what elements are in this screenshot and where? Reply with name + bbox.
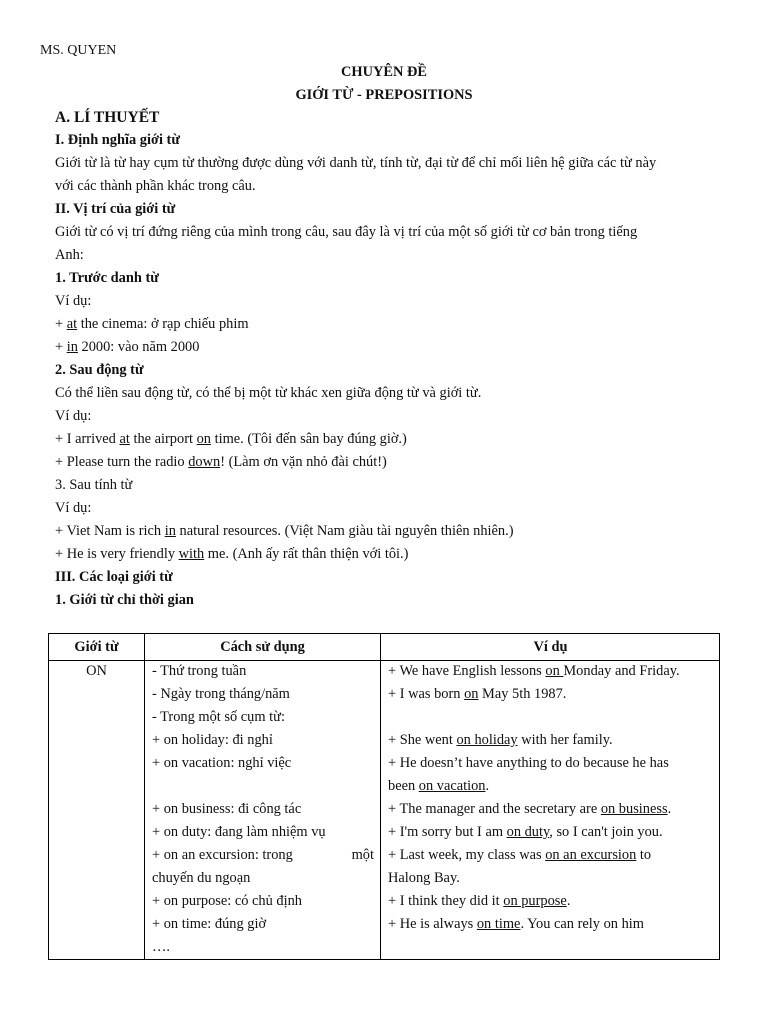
subsection-2-heading: 2. Sau động từ <box>55 362 144 378</box>
example-line: + He is very friendly with me. (Anh ấy rất thân thiện với tôi.) <box>55 546 409 562</box>
section-iii-heading: III. Các loại giới từ <box>55 569 173 585</box>
section-a-heading: A. LÍ THUYẾT <box>55 109 160 126</box>
table-cell-preposition: ON <box>86 663 107 679</box>
example-item: + I think they did it on purpose. <box>388 893 571 909</box>
usage-item: - Thứ trong tuần <box>152 663 247 679</box>
subsection-2-text: Có thể liền sau động từ, có thể bị một từ khác xen giữa động từ và giới từ. <box>55 385 482 401</box>
example-item: + He is always on time. You can rely on him <box>388 916 644 932</box>
usage-item: + on purpose: có chủ định <box>152 893 302 909</box>
author-label: MS. QUYEN <box>40 43 117 58</box>
theory-content <box>55 106 715 612</box>
usage-item: + on time: đúng giờ <box>152 916 267 932</box>
example-line: + I arrived at the airport on time. (Tôi đến sân bay đúng giờ.) <box>55 431 407 447</box>
table-cell-examples <box>388 660 716 936</box>
example-item: + She went on holiday with her family. <box>388 732 613 748</box>
table-header-preposition: Giới từ <box>74 639 119 655</box>
subsection-1-heading: 1. Trước danh từ <box>55 270 159 286</box>
prepositions-table <box>48 633 720 960</box>
table-cell-usage <box>152 660 374 959</box>
example-item: + Last week, my class was on an excursion to <box>388 847 652 863</box>
usage-item: + on duty: đang làm nhiệm vụ <box>152 824 326 840</box>
usage-item: + on an excursion: trong một <box>152 847 374 863</box>
topic-subtitle: GIỚI TỪ - PREPOSITIONS <box>295 87 473 103</box>
example-line: + in 2000: vào năm 2000 <box>55 339 200 355</box>
example-line: + Please turn the radio down! (Làm ơn vặn nhỏ đài chút!) <box>55 454 387 470</box>
usage-item: + on vacation: nghỉ việc <box>152 755 292 771</box>
section-ii-heading: II. Vị trí của giới từ <box>55 201 176 217</box>
table-header-usage: Cách sử dụng <box>220 639 305 655</box>
example-label: Ví dụ: <box>55 500 92 516</box>
position-text: Anh: <box>55 247 84 263</box>
example-item: + We have English lessons on Monday and Friday. <box>388 663 680 679</box>
subsection-3-heading: 3. Sau tính từ <box>55 477 133 493</box>
subsection-time-heading: 1. Giới từ chỉ thời gian <box>55 592 194 608</box>
definition-text: với các thành phần khác trong câu. <box>55 178 256 194</box>
example-spacer <box>388 706 716 729</box>
example-label: Ví dụ: <box>55 408 92 424</box>
column-divider <box>380 634 381 959</box>
usage-item: + on business: đi công tác <box>152 801 302 817</box>
example-item: Halong Bay. <box>388 870 460 886</box>
usage-item: + on holiday: đi nghỉ <box>152 732 273 748</box>
usage-spacer <box>152 775 374 798</box>
position-text: Giới từ có vị trí đứng riêng của mình trong câu, sau đây là vị trí của một số giới từ cơ bản trong tiếng <box>55 224 638 240</box>
example-label: Ví dụ: <box>55 293 92 309</box>
example-item: + He doesn’t have anything to do because he has <box>388 755 669 771</box>
example-item: + I'm sorry but I am on duty, so I can't join you. <box>388 824 663 840</box>
definition-text: Giới từ là từ hay cụm từ thường được dùng với danh từ, tính từ, đại từ để chỉ mối liên hệ giữa các từ này <box>55 155 657 171</box>
usage-item: chuyến du ngoạn <box>152 870 251 886</box>
topic-title: CHUYÊN ĐỀ <box>341 64 427 80</box>
usage-item: - Ngày trong tháng/năm <box>152 686 290 702</box>
usage-item: …. <box>152 939 170 955</box>
table-header-examples: Ví dụ <box>533 639 568 655</box>
usage-item: - Trong một số cụm từ: <box>152 709 285 725</box>
column-divider <box>144 634 145 959</box>
example-item: + I was born on May 5th 1987. <box>388 686 567 702</box>
example-item: + The manager and the secretary are on business. <box>388 801 672 817</box>
example-line: + at the cinema: ở rạp chiếu phim <box>55 316 249 332</box>
example-line: + Viet Nam is rich in natural resources. (Việt Nam giàu tài nguyên thiên nhiên.) <box>55 523 514 539</box>
section-i-heading: I. Định nghĩa giới từ <box>55 132 180 148</box>
example-item: been on vacation. <box>388 778 490 794</box>
